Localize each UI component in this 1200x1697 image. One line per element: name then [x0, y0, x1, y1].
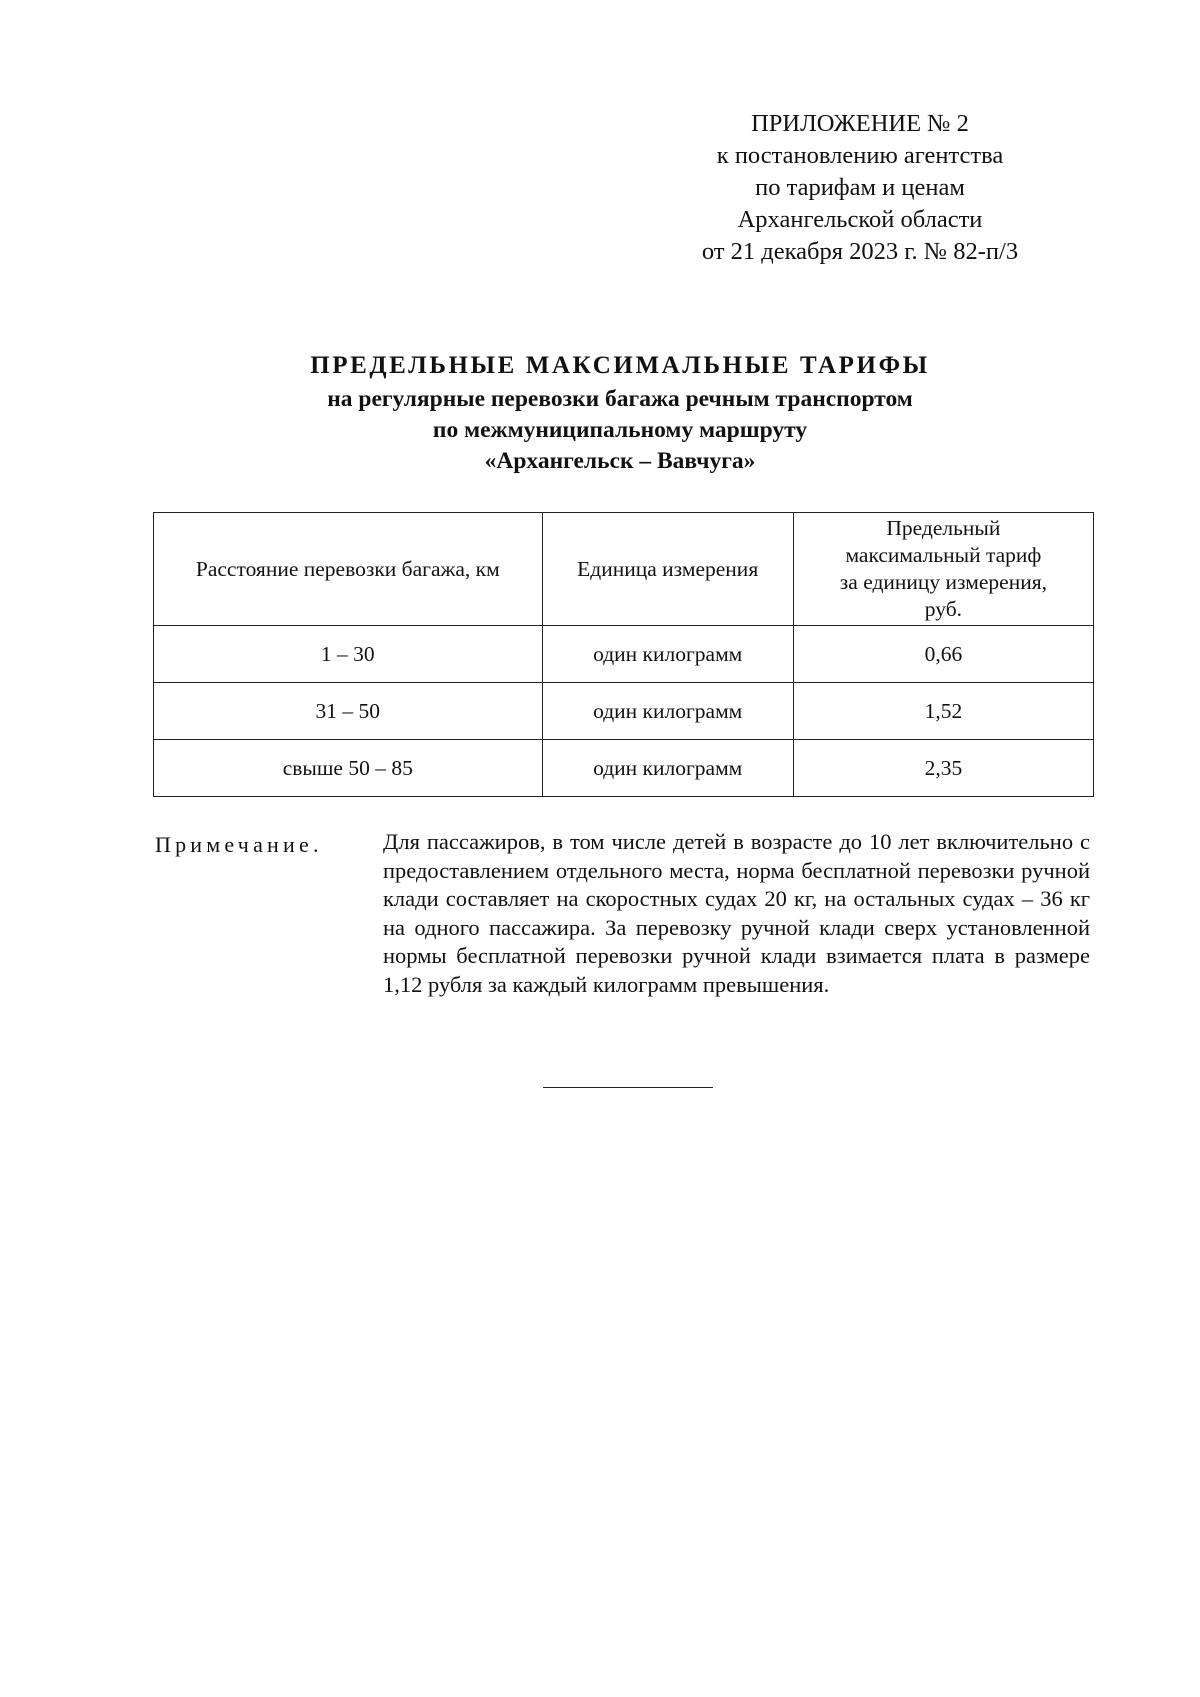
table-row — [154, 683, 1094, 740]
document-title — [130, 348, 1110, 477]
title-route: «Архангельск – Вавчуга» — [484, 448, 756, 474]
appendix-header — [660, 108, 1060, 268]
note-text: Для пассажиров, в том числе детей в возрасте до 10 лет включительно с предоставлением отдельного места, норма бесплатной перевозки ручной клади составляет на скоростных судах 20 кг, на остальных судах – 36 кг на одного пассажира. За перевозку ручной клади сверх установленной нормы бесплатной перевозки ручной клади взимается плата в размере 1,12 рубля за каждый килограмм превышения. — [383, 829, 1090, 997]
header-distance: Расстояние перевозки багажа, км — [154, 513, 543, 626]
header-price-line: максимальный тариф — [845, 543, 1042, 567]
table-row — [154, 626, 1094, 683]
title-subtitle-line: по межмуниципальному маршруту — [432, 417, 808, 443]
cell-price: 1,52 — [793, 683, 1093, 740]
cell-price: 2,35 — [793, 740, 1093, 797]
header-unit: Единица измерения — [542, 513, 793, 626]
cell-distance: 31 – 50 — [154, 683, 543, 740]
appendix-line-region: Архангельской области — [737, 206, 983, 233]
cell-unit: один килограмм — [542, 626, 793, 683]
note-label: Примечание. — [155, 832, 323, 857]
appendix-number: ПРИЛОЖЕНИЕ № 2 — [751, 110, 969, 137]
appendix-line-date: от 21 декабря 2023 г. № 82-п/3 — [701, 238, 1019, 265]
cell-distance: свыше 50 – 85 — [154, 740, 543, 797]
cell-price: 0,66 — [793, 626, 1093, 683]
tariff-table — [153, 512, 1094, 797]
header-price-line: Предельный — [886, 516, 1001, 540]
cell-distance: 1 – 30 — [154, 626, 543, 683]
end-divider — [543, 1087, 713, 1088]
table-header-row — [154, 513, 1094, 626]
table-row — [154, 740, 1094, 797]
cell-unit: один килограмм — [542, 740, 793, 797]
header-price-line: руб. — [924, 597, 963, 621]
appendix-line-agency: по тарифам и ценам — [755, 174, 965, 201]
title-subtitle-line: на регулярные перевозки багажа речным транспортом — [327, 386, 913, 412]
header-price-line: за единицу измерения, — [839, 570, 1047, 594]
header-price — [793, 513, 1093, 626]
cell-unit: один килограмм — [542, 683, 793, 740]
title-main: ПРЕДЕЛЬНЫЕ МАКСИМАЛЬНЫЕ ТАРИФЫ — [310, 352, 930, 379]
appendix-line-resolution: к постановлению агентства — [716, 142, 1004, 169]
